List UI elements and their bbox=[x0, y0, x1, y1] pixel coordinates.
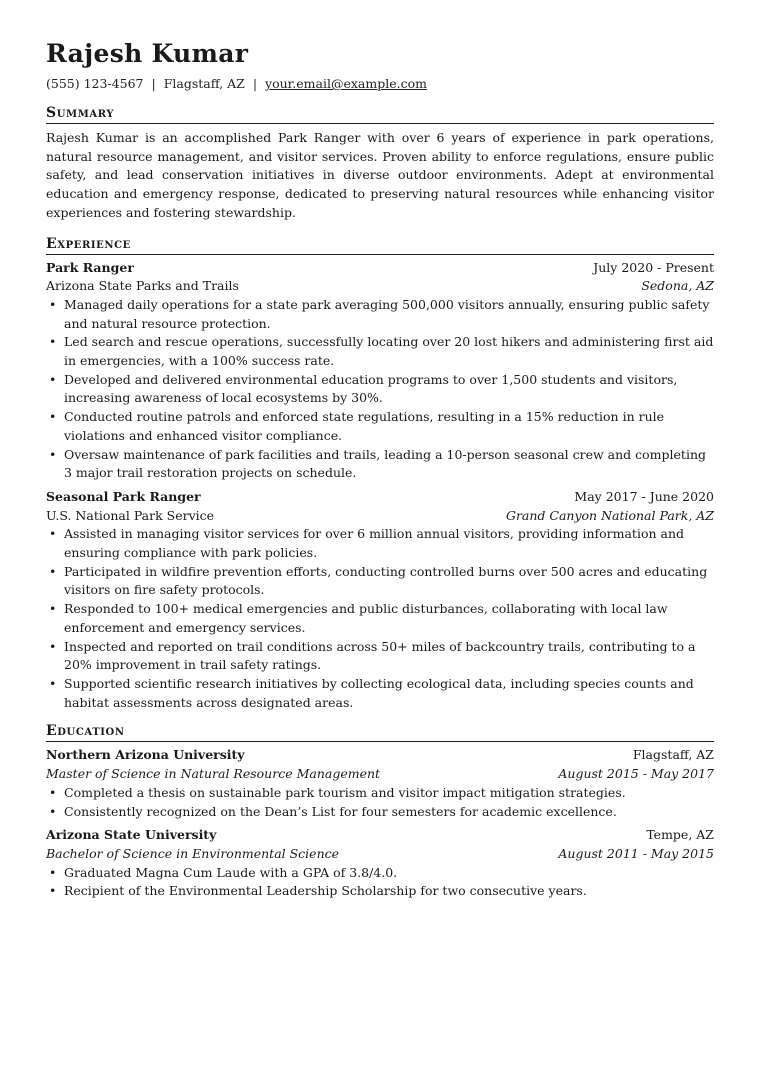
job-bullets bbox=[46, 296, 714, 483]
degree-name: Bachelor of Science in Environmental Science bbox=[46, 845, 340, 861]
job-entry bbox=[46, 259, 714, 483]
phone-number: (555) 123-4567 bbox=[46, 76, 144, 91]
education-dates: August 2015 - May 2017 bbox=[558, 766, 714, 782]
education-entry bbox=[46, 826, 714, 901]
bullet-item: • Graduated Magna Cum Laude with a GPA of 3.8/4.0. bbox=[46, 864, 714, 883]
education-dates: August 2011 - May 2015 bbox=[558, 845, 714, 861]
job-title: Seasonal Park Ranger bbox=[46, 488, 201, 504]
bullet-item: • Assisted in managing visitor services for over 6 million annual visitors, providing information and ensuring compliance with park policies. bbox=[46, 525, 714, 562]
summary-section bbox=[46, 104, 714, 223]
education-heading: Education bbox=[46, 722, 714, 742]
bullet-item: • Consistently recognized on the Dean’s List for four semesters for academic excellence. bbox=[46, 803, 714, 822]
contact-line bbox=[46, 76, 714, 92]
bullet-item: • Responded to 100+ medical emergencies and public disturbances, collaborating with local law enforcement and emergency services. bbox=[46, 600, 714, 637]
job-bullets bbox=[46, 525, 714, 712]
job-dates: May 2017 - June 2020 bbox=[574, 488, 714, 504]
education-section bbox=[46, 722, 714, 901]
job-organization: Arizona State Parks and Trails bbox=[46, 278, 239, 294]
experience-heading: Experience bbox=[46, 235, 714, 255]
school-location: Flagstaff, AZ bbox=[632, 747, 714, 763]
bullet-item: • Participated in wildfire prevention efforts, conducting controlled burns over 500 acres and educating visitors on fire safety protocols. bbox=[46, 563, 714, 600]
school-location: Tempe, AZ bbox=[646, 827, 714, 843]
contact-separator: | bbox=[252, 76, 258, 91]
degree-name: Master of Science in Natural Resource Management bbox=[46, 766, 381, 782]
job-entry bbox=[46, 488, 714, 712]
job-location: Sedona, AZ bbox=[641, 278, 714, 294]
bullet-item: • Supported scientific research initiatives by collecting ecological data, including species counts and habitat assessments across designated areas. bbox=[46, 675, 714, 712]
school-name: Arizona State University bbox=[46, 827, 217, 843]
contact-separator: | bbox=[151, 76, 156, 91]
job-dates: July 2020 - Present bbox=[593, 259, 714, 275]
job-title: Park Ranger bbox=[46, 259, 134, 275]
job-location: Grand Canyon National Park, AZ bbox=[505, 507, 714, 523]
job-organization: U.S. National Park Service bbox=[46, 507, 215, 523]
bullet-item: • Led search and rescue operations, successfully locating over 20 lost hikers and administering first aid in emergencies, with a 100% success rate. bbox=[46, 333, 714, 370]
summary-heading: Summary bbox=[46, 104, 714, 124]
bullet-item: • Managed daily operations for a state park averaging 500,000 visitors annually, ensuring public safety and natural resource protection. bbox=[46, 296, 714, 333]
bullet-item: • Oversaw maintenance of park facilities and trails, leading a 10-person seasonal crew and completing 3 major trail restoration projects on schedule. bbox=[46, 446, 714, 483]
bullet-item: • Recipient of the Environmental Leadership Scholarship for two consecutive years. bbox=[46, 882, 714, 901]
location-text: Flagstaff, AZ bbox=[163, 76, 245, 91]
education-bullets bbox=[46, 864, 714, 901]
education-entry bbox=[46, 746, 714, 821]
bullet-item: • Inspected and reported on trail conditions across 50+ miles of backcountry trails, contributing to a 20% improvement in trail safety ratings. bbox=[46, 638, 714, 675]
email-link[interactable]: your.email@example.com bbox=[265, 76, 427, 91]
candidate-name: Rajesh Kumar bbox=[46, 39, 249, 68]
resume-page bbox=[46, 38, 714, 901]
summary-text: Rajesh Kumar is an accomplished Park Ranger with over 6 years of experience in park operations, natural resource management, and visitor services. Proven ability to enforce regulations, ensure public safety, and lead conservation initiatives in diverse outdoor environments. Adept at environmental education and emergency response, dedicated to preserving natural resources while enhancing visitor experiences and fostering stewardship. bbox=[46, 130, 714, 220]
bullet-item: • Conducted routine patrols and enforced state regulations, resulting in a 15% reduction in rule violations and enhanced visitor compliance. bbox=[46, 408, 714, 445]
experience-section bbox=[46, 235, 714, 713]
bullet-item: • Developed and delivered environmental education programs to over 1,500 students and visitors, increasing awareness of local ecosystems by 30%. bbox=[46, 371, 714, 408]
education-bullets bbox=[46, 784, 714, 821]
bullet-item: • Completed a thesis on sustainable park tourism and visitor impact mitigation strategies. bbox=[46, 784, 714, 803]
school-name: Northern Arizona University bbox=[46, 747, 245, 763]
